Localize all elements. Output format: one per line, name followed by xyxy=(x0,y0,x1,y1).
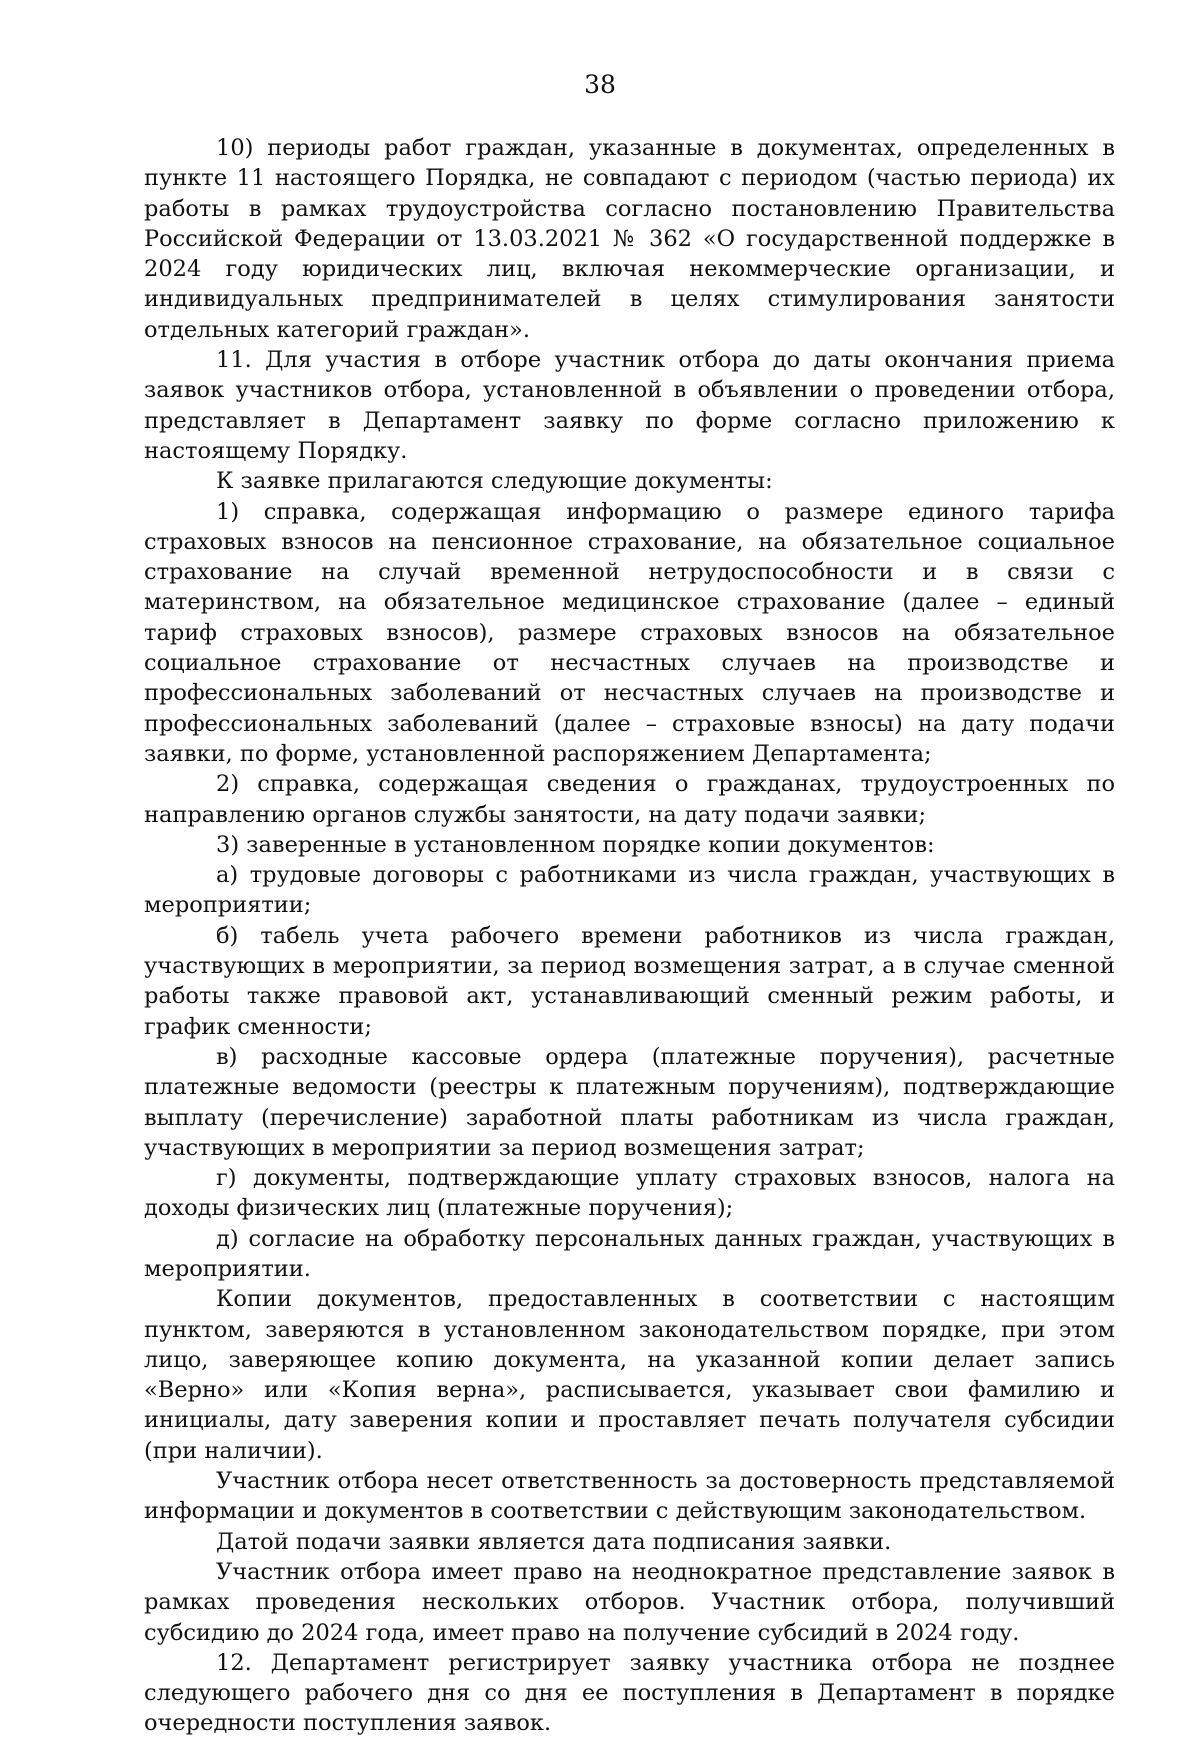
paragraph-subitem-a: а) трудовые договоры с работниками из числа граждан, участвующих в мероприятии; xyxy=(144,862,1115,919)
paragraph-responsibility: Участник отбора несет ответственность за достоверность представляемой информации и документов в соответствии с действующим законодательством. xyxy=(144,1468,1115,1525)
paragraph-point-12: 12. Департамент регистрирует заявку участника отбора не позднее следующего рабочего дня со дня ее поступления в Департамент в порядке очередности поступления заявок. xyxy=(144,1649,1115,1737)
paragraph-subitem-v: в) расходные кассовые ордера (платежные поручения), расчетные платежные ведомости (реестры к платежным поручениям), подтверждающие выплату (перечисление) заработной платы работникам из числа граждан, участвующих в мероприятии за период возмещения затрат; xyxy=(144,1043,1115,1161)
paragraph-attachment-3: 3) заверенные в установленном порядке копии документов: xyxy=(216,831,935,858)
paragraph-submission-date: Датой подачи заявки является дата подписания заявки. xyxy=(216,1528,892,1555)
paragraph-subitem-g: г) документы, подтверждающие уплату страховых взносов, налога на доходы физических лиц (платежные поручения); xyxy=(144,1165,1115,1222)
paragraph-attachment-2: 2) справка, содержащая сведения о гражданах, трудоустроенных по направлению органов службы занятости, на дату подачи заявки; xyxy=(144,771,1115,828)
paragraph-point-11: 11. Для участия в отборе участник отбора до даты окончания приема заявок участников отбора, установленной в объявлении о проведении отбора, представляет в Департамент заявку по форме согласно приложению к настоящему Порядку. xyxy=(144,347,1115,464)
document-body xyxy=(144,133,1115,1739)
paragraph-repeated-applications: Участник отбора имеет право на неоднократное представление заявок в рамках проведения нескольких отборов. Участник отбора, получивший субсидию до 2024 года, имеет право на получение субсидий в 2024 году. xyxy=(144,1558,1115,1646)
paragraph-item-10: 10) периоды работ граждан, указанные в документах, определенных в пункте 11 настоящего Порядка, не совпадают с периодом (частью периода) их работы в рамках трудоустройства согласно постановлению Правительства Российской Федерации от 13.03.2021 № 362 «О государственной поддержке в 2024 году юридических лиц, включая некоммерческие организации, и индивидуальных предпринимателей в целях стимулирования занятости отдельных категорий граждан». xyxy=(144,135,1115,343)
paragraph-attachments-intro: К заявке прилагаются следующие документы: xyxy=(216,468,773,495)
paragraph-subitem-d: д) согласие на обработку персональных данных граждан, участвующих в мероприятии. xyxy=(144,1225,1115,1282)
paragraph-attachment-1: 1) справка, содержащая информацию о размере единого тарифа страховых взносов на пенсионное страхование, на обязательное социальное страхование на случай временной нетрудоспособности и в связи с материнством, на обязательное медицинское страхование (далее – единый тариф страховых взносов), размере страховых взносов на обязательное социальное страхование от несчастных случаев на производстве и профессиональных заболеваний от несчастных случаев на производстве и профессиональных заболеваний (далее – страховые взносы) на дату подачи заявки, по форме, установленной распоряжением Департамента; xyxy=(144,498,1115,767)
paragraph-subitem-b: б) табель учета рабочего времени работников из числа граждан, участвующих в мероприятии, за период возмещения затрат, а в случае сменной работы также правовой акт, устанавливающий сменный режим работы, и график сменности; xyxy=(144,922,1115,1040)
paragraph-copies-certification: Копии документов, предоставленных в соответствии с настоящим пунктом, заверяются в установленном законодательством порядке, при этом лицо, заверяющее копию документа, на указанной копии делает запись «Верно» или «Копия верна», расписывается, указывает свои фамилию и инициалы, дату заверения копии и проставляет печать получателя субсидии (при наличии). xyxy=(144,1286,1115,1464)
page-number: 38 xyxy=(584,70,616,99)
